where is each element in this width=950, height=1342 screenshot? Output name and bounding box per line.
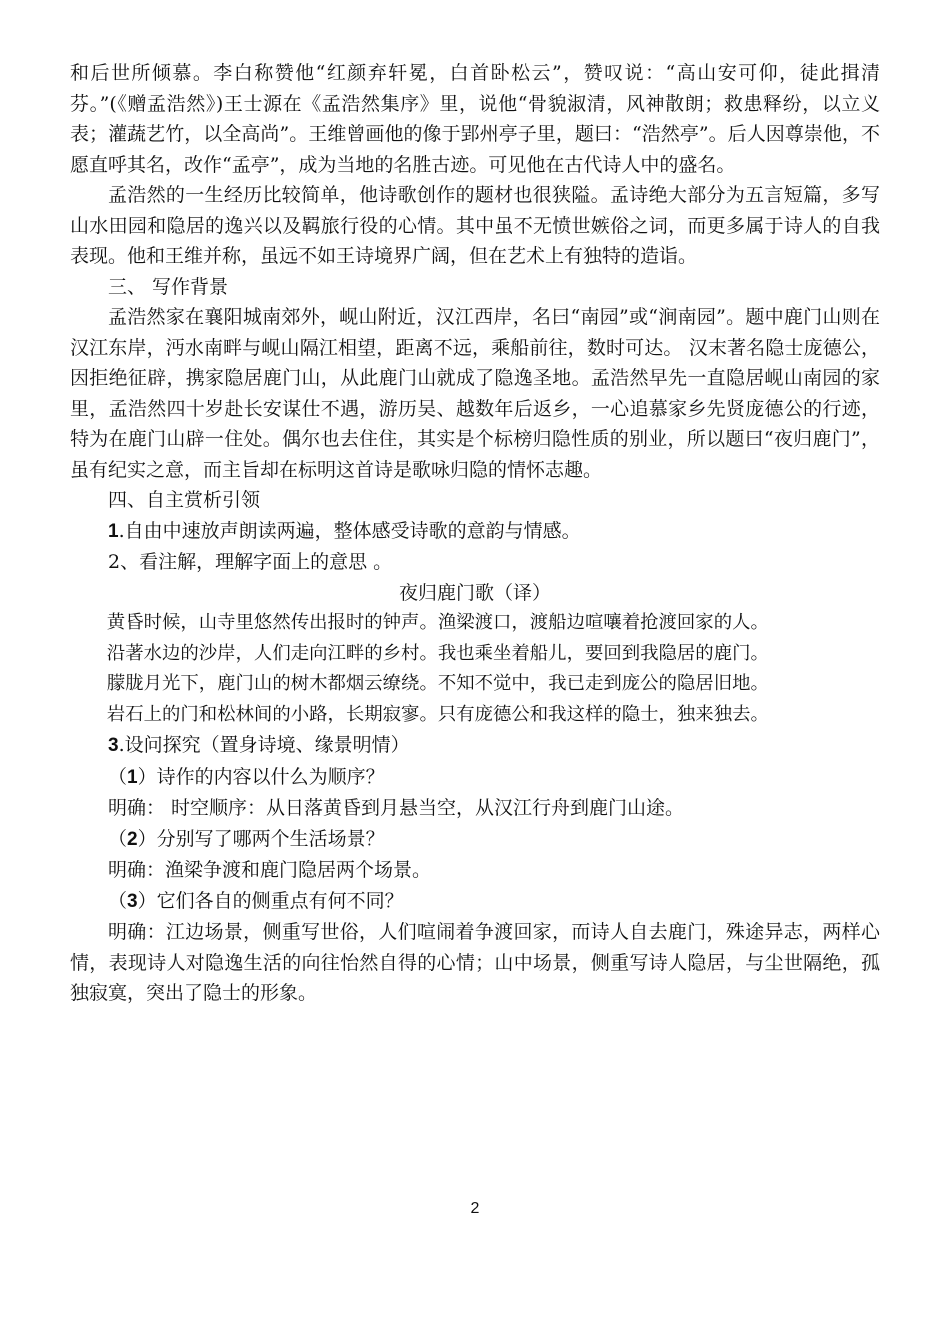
step-1-text: .自由中速放声朗读两遍，整体感受诗歌的意韵与情感。 — [118, 519, 581, 542]
question-2-text: 分别写了哪两个生活场景？ — [156, 827, 385, 850]
question-3 — [70, 886, 880, 918]
question-1 — [70, 762, 880, 794]
translation-line-4: 岩石上的门和松林间的小路，长期寂寥。只有庞德公和我这样的隐士，独来独去。 — [106, 703, 769, 725]
translation-title: 夜归鹿门歌（译） — [398, 581, 551, 604]
step-1 — [70, 516, 880, 548]
question-3-number: 3 — [127, 890, 138, 912]
translation-line-1: 黄昏时候，山寺里悠然传出报时的钟声。渔梁渡口，渡船边喧嚷着抢渡回家的人。 — [106, 612, 769, 633]
question-1-number: 1 — [127, 766, 138, 788]
paragraph-intro-continued: 和后世所倾慕。李白称赞他“红颜弃轩冕，白首卧松云”，赞叹说：“高山安可仰，徒此揖清芬。”(《赠孟浩然》)王士源在《孟浩然集序》里，说他“骨貌淑清，风神散朗；救患释纷，以立义表；灌蔬艺竹，以全高尚”。王维曾画他的像于郢州亭子里，题曰：“浩然亭”。后人因尊崇他，不愿直呼其名，改作“孟亭”，成为当地的名胜古迹。可见他在古代诗人中的盛名。 — [70, 62, 880, 176]
answer-2: 明确：渔梁争渡和鹿门隐居两个场景。 — [108, 859, 432, 881]
step-2: 2、看注解，理解字面上的意思 。 — [108, 551, 393, 573]
question-1-text: 诗作的内容以什么为顺序？ — [156, 765, 385, 788]
page-number: 2 — [470, 1200, 480, 1217]
section-heading-appreciation: 四、自主赏析引领 — [108, 489, 261, 511]
paragraph-poetry-style: 孟浩然的一生经历比较简单，他诗歌创作的题材也很狭隘。孟诗绝大部分为五言短篇，多写山水田园和隐居的逸兴以及羁旅行役的心情。其中虽不无愤世嫉俗之词，而更多属于诗人的自我表现。他和王维并称，虽远不如王诗境界广阔，但在艺术上有独特的造诣。 — [70, 184, 880, 267]
question-3-text: 它们各自的侧重点有何不同？ — [156, 889, 404, 912]
step-3 — [70, 730, 880, 762]
translation-line-3: 朦胧月光下，鹿门山的树木都烟云缭绕。不知不觉中，我已走到庞公的隐居旧地。 — [106, 673, 769, 694]
question-3-open-paren: （ — [108, 889, 128, 912]
answer-1: 明确： 时空顺序：从日落黄昏到月悬当空，从汉江行舟到鹿门山途。 — [108, 797, 685, 819]
question-2-close-paren: ） — [137, 827, 157, 850]
step-3-number: 3 — [108, 735, 119, 756]
translation-line-2: 沿著水边的沙岸，人们走向江畔的乡村。我也乘坐着船儿，要回到我隐居的鹿门。 — [106, 642, 769, 664]
step-3-text: .设问探究（置身诗境、缘景明情） — [118, 734, 410, 756]
answer-3: 明确：江边场景，侧重写世俗，人们喧闹着争渡回家，而诗人自去鹿门，殊途异志，两样心情，表现诗人对隐逸生活的向往怡然自得的心情；山中场景，侧重写诗人隐居，与尘世隔绝，孤独寂寞，突出了隐士的形象。 — [70, 921, 880, 1004]
question-1-open-paren: （ — [108, 765, 128, 788]
step-1-number: 1 — [108, 520, 119, 542]
question-3-close-paren: ） — [137, 889, 157, 912]
question-2 — [70, 824, 880, 856]
section-heading-writing-background: 三、 写作背景 — [108, 275, 229, 298]
question-2-open-paren: （ — [108, 827, 128, 850]
question-2-number: 2 — [127, 828, 138, 850]
paragraph-writing-background: 孟浩然家在襄阳城南郊外，岘山附近，汉江西岸，名曰“南园”或“涧南园”。题中鹿门山则在汉江东岸，沔水南畔与岘山隔江相望，距离不远，乘船前往，数时可达。 汉末著名隐士庞德公，因拒绝征辟，携家隐居鹿门山，从此鹿门山就成了隐逸圣地。孟浩然早先一直隐居岘山南园的家里，孟浩然四十岁赴长安谋仕不遇，游历吴、越数年后返乡，一心追慕家乡先贤庞德公的行迹，特为在鹿门山辟一住处。偶尔也去住住，其实是个标榜归隐性质的别业，所以题曰“夜归鹿门”，虽有纪实之意，而主旨却在标明这首诗是歌咏归隐的情怀志趣。 — [70, 306, 880, 481]
question-1-close-paren: ） — [137, 765, 157, 788]
